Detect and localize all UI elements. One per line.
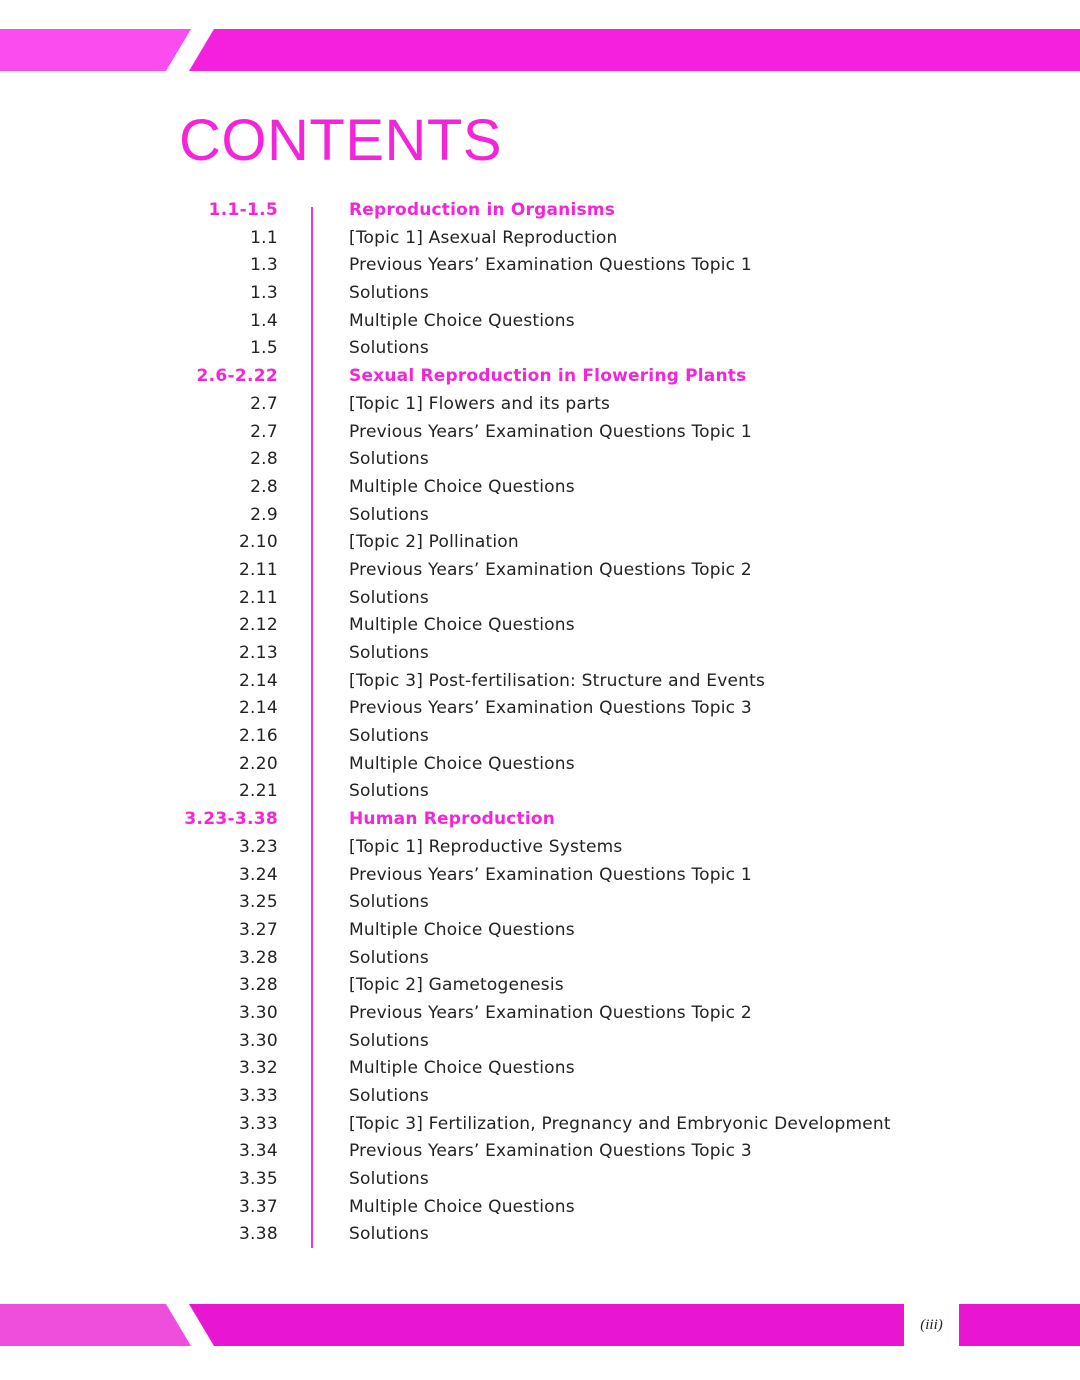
toc-entry-title: Solutions <box>349 643 429 663</box>
toc-entry-title: Solutions <box>349 892 429 913</box>
toc-row[interactable] <box>0 446 1080 474</box>
toc-row[interactable] <box>0 1028 1080 1056</box>
toc-entry-title: Multiple Choice Questions <box>349 310 575 331</box>
toc-page-number: 3.23 <box>238 836 278 857</box>
toc-page-number: 2.7 <box>250 421 278 442</box>
toc-entry-title: Solutions <box>349 781 429 802</box>
toc-page-number: 2.8 <box>250 449 278 470</box>
toc-page-number: 3.25 <box>238 892 278 913</box>
toc-row[interactable] <box>0 640 1080 668</box>
toc-row[interactable] <box>0 252 1080 280</box>
toc-entry-title: Solutions <box>349 504 429 525</box>
toc-entry-title: Solutions <box>349 338 429 359</box>
toc-row[interactable] <box>0 419 1080 447</box>
toc-entry-title: Multiple Choice Questions <box>349 615 575 636</box>
toc-entry-title: Solutions <box>349 726 429 747</box>
toc-page-number: 1.3 <box>250 255 278 276</box>
toc-row[interactable] <box>0 695 1080 723</box>
toc-row[interactable] <box>0 335 1080 363</box>
toc-row[interactable] <box>0 1000 1080 1028</box>
toc-page-number: 2.9 <box>250 504 278 525</box>
toc-page-number: 1.1 <box>250 227 278 248</box>
toc-row[interactable] <box>0 834 1080 862</box>
toc-row[interactable] <box>0 778 1080 806</box>
toc-chapter-row[interactable] <box>0 363 1080 391</box>
header-band-right <box>189 29 1080 71</box>
toc-entry-title: Multiple Choice Questions <box>349 753 575 774</box>
toc-row[interactable] <box>0 612 1080 640</box>
toc-page-number: 1.5 <box>250 338 278 359</box>
toc-page-number: 1.1-1.5 <box>208 200 278 220</box>
toc-row[interactable] <box>0 280 1080 308</box>
toc-row[interactable] <box>0 474 1080 502</box>
toc-entry-title: Previous Years’ Examination Questions Topic 3 <box>349 698 752 719</box>
toc-page-number: 2.11 <box>238 587 278 608</box>
toc-page-number: 3.28 <box>238 975 278 996</box>
toc-entry-title: [Topic 3] Fertilization, Pregnancy and Embryonic Development <box>349 1113 891 1134</box>
toc-entry-title: [Topic 1] Reproductive Systems <box>349 836 623 857</box>
toc-entry-title: [Topic 2] Pollination <box>349 532 519 553</box>
toc-page-number: 2.11 <box>238 559 278 580</box>
header-band <box>0 29 1080 71</box>
toc-page-number: 3.32 <box>238 1058 278 1079</box>
page-title: CONTENTS <box>179 108 502 173</box>
toc-row[interactable] <box>0 917 1080 945</box>
toc-row[interactable] <box>0 502 1080 530</box>
toc-page-number: 2.13 <box>238 643 278 663</box>
toc-chapter-row[interactable] <box>0 806 1080 834</box>
toc-row[interactable] <box>0 1111 1080 1139</box>
toc-row[interactable] <box>0 1055 1080 1083</box>
toc-page-number: 3.38 <box>238 1224 278 1245</box>
page-number: (iii) <box>920 1317 943 1333</box>
toc-entry-title: [Topic 2] Gametogenesis <box>349 975 564 996</box>
toc-page-number: 2.21 <box>238 781 278 802</box>
toc-row[interactable] <box>0 1138 1080 1166</box>
toc-page-number: 2.14 <box>238 670 278 691</box>
toc-page-number: 1.4 <box>250 310 278 331</box>
toc-page-number: 3.23-3.38 <box>184 809 278 830</box>
toc-entry-title: Multiple Choice Questions <box>349 919 575 940</box>
toc-entry-title: Solutions <box>349 1030 429 1051</box>
toc-page-number: 3.30 <box>238 1030 278 1051</box>
toc-page-number: 2.10 <box>238 532 278 553</box>
toc-entry-title: Solutions <box>349 947 429 968</box>
toc-row[interactable] <box>0 668 1080 696</box>
header-band-left <box>0 29 191 71</box>
toc-row[interactable] <box>0 391 1080 419</box>
toc-page-number: 3.30 <box>238 1002 278 1023</box>
toc-chapter-title: Sexual Reproduction in Flowering Plants <box>349 366 747 387</box>
toc-row[interactable] <box>0 1194 1080 1222</box>
toc-page-number: 3.24 <box>238 864 278 885</box>
toc-page-number: 3.35 <box>238 1169 278 1190</box>
toc-entry-title: Solutions <box>349 1169 429 1190</box>
toc-page-number: 2.14 <box>238 698 278 719</box>
toc-page-number: 2.20 <box>238 753 278 774</box>
toc-chapter-title: Reproduction in Organisms <box>349 200 616 220</box>
toc-entry-title: Multiple Choice Questions <box>349 1058 575 1079</box>
toc-row[interactable] <box>0 308 1080 336</box>
toc-row[interactable] <box>0 1221 1080 1249</box>
toc-page-number: 3.27 <box>238 919 278 940</box>
toc-entry-title: Solutions <box>349 587 429 608</box>
toc-page-number: 2.8 <box>250 476 278 497</box>
toc-entry-title: Solutions <box>349 449 429 470</box>
toc-row[interactable] <box>0 972 1080 1000</box>
toc-entry-title: Solutions <box>349 1224 429 1245</box>
toc-entry-title: Solutions <box>349 1086 429 1106</box>
toc-page-number: 1.3 <box>250 283 278 304</box>
toc-entry-title: Solutions <box>349 283 429 304</box>
toc-page-number: 2.6-2.22 <box>196 366 278 387</box>
toc-entry-title: Previous Years’ Examination Questions Topic 2 <box>349 1002 752 1023</box>
toc-row[interactable] <box>0 585 1080 613</box>
toc-page-number: 3.34 <box>238 1141 278 1162</box>
toc-row[interactable] <box>0 723 1080 751</box>
toc-page-number: 2.12 <box>238 615 278 636</box>
toc-entry-title: Multiple Choice Questions <box>349 476 575 497</box>
toc-row[interactable] <box>0 751 1080 779</box>
toc-entry-title: Previous Years’ Examination Questions Topic 1 <box>349 864 752 885</box>
toc-row[interactable] <box>0 889 1080 917</box>
toc-chapter-row[interactable] <box>0 197 1080 225</box>
footer-band-left <box>0 1304 191 1346</box>
table-of-contents <box>0 197 1080 1249</box>
toc-entry-title: [Topic 1] Asexual Reproduction <box>349 227 618 248</box>
toc-page-number: 2.16 <box>238 726 278 747</box>
toc-entry-title: [Topic 1] Flowers and its parts <box>349 393 611 414</box>
toc-row[interactable] <box>0 862 1080 890</box>
toc-page-number: 3.37 <box>238 1196 278 1217</box>
toc-entry-title: Previous Years’ Examination Questions Topic 1 <box>349 421 752 442</box>
toc-page-number: 3.28 <box>238 947 278 968</box>
toc-row[interactable] <box>0 1166 1080 1194</box>
toc-chapter-title: Human Reproduction <box>349 809 556 830</box>
toc-page-number: 3.33 <box>238 1113 278 1134</box>
toc-row[interactable] <box>0 225 1080 253</box>
toc-entry-title: Previous Years’ Examination Questions Topic 2 <box>349 559 752 580</box>
toc-entry-title: Previous Years’ Examination Questions Topic 3 <box>349 1141 752 1162</box>
page-number-box <box>904 1304 959 1346</box>
toc-page-number: 3.33 <box>238 1086 278 1106</box>
toc-row[interactable] <box>0 945 1080 973</box>
toc-page-number: 2.7 <box>250 393 278 414</box>
toc-row[interactable] <box>0 1083 1080 1111</box>
toc-entry-title: Multiple Choice Questions <box>349 1196 575 1217</box>
toc-row[interactable] <box>0 529 1080 557</box>
toc-entry-title: [Topic 3] Post-fertilisation: Structure and Events <box>349 670 766 691</box>
toc-entry-title: Previous Years’ Examination Questions Topic 1 <box>349 255 752 276</box>
toc-row[interactable] <box>0 557 1080 585</box>
